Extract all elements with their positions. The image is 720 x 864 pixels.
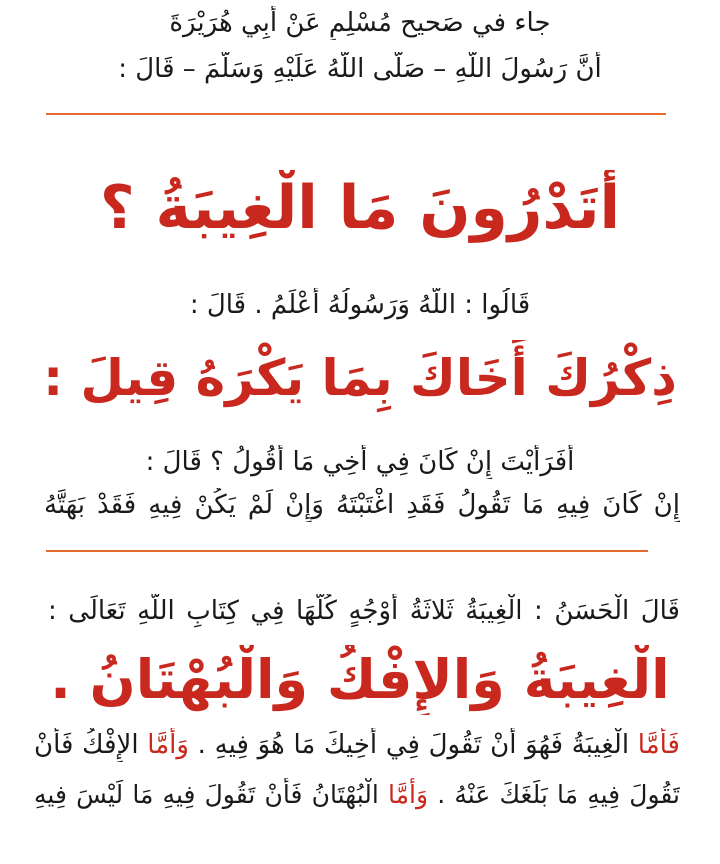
explanation-1-part-3: وَأَمَّا <box>147 730 189 760</box>
answer-intro: قَالُوا : اللَّهُ وَرَسُولُهُ أَعْلَمُ . قَالَ : <box>189 290 531 320</box>
explanation-2-part-1: تَقُولَ فِيهِ مَا بَلَغَكَ عَنْهُ . <box>428 780 680 809</box>
explanation-1-part-4: الإِفْكُ فَأَنْ <box>34 730 148 760</box>
explanation-1-part-1: فَأَمَّا <box>637 730 680 760</box>
hasan-heading: الْغِيبَةُ وَالإِفْكُ وَالْبُهْتَانُ . <box>50 648 670 711</box>
explanation-line-2 <box>34 778 680 812</box>
intro-line-1: جاء في صَحيح مُسْلِمٍ عَنْ أَبِي هُرَيْرَةَ <box>169 8 551 38</box>
followup-line-2: إِنْ كَانَ فِيهِ مَا تَقُولُ فَقَدِ اغْتَبْتَهُ وَإِنْ لَمْ يَكُنْ فِيهِ فَقَدْ بَهَتَّهُ <box>44 490 680 520</box>
explanation-2-part-2: وَأَمَّا <box>388 780 429 809</box>
followup-line-1: أَفَرَأَيْتَ إِنْ كَانَ فِي أَخِي مَا أَقُولُ ؟ قَالَ : <box>145 447 575 477</box>
definition-heading: ذِكْرُكَ أَخَاكَ بِمَا يَكْرَهُ قِيلَ : <box>43 349 677 407</box>
explanation-1-part-2: الْغِيبَةُ فَهُوَ أَنْ تَقُولَ فِي أَخِيكَ مَا هُوَ فِيهِ . <box>188 730 638 760</box>
divider-top <box>46 113 666 115</box>
explanation-2-part-3: الْبُهْتَانُ فَأَنْ تَقُولَ فِيهِ مَا لَيْسَ فِيهِ <box>34 780 388 809</box>
divider-middle <box>46 550 648 552</box>
question-heading: أَتَدْرُونَ مَا الْغِيبَةُ ؟ <box>99 173 621 243</box>
explanation-line-1 <box>34 728 680 762</box>
intro-line-2: أَنَّ رَسُولَ اللَّهِ – صَلَّى اللَّهُ عَلَيْهِ وَسَلَّمَ – قَالَ : <box>118 54 602 84</box>
hasan-line: قَالَ الْحَسَنُ : الْغِيبَةُ ثَلاثَةُ أَوْجُهٍ كُلُّهَا فِي كِتَابِ اللَّهِ تَعَالَى : <box>48 596 680 626</box>
